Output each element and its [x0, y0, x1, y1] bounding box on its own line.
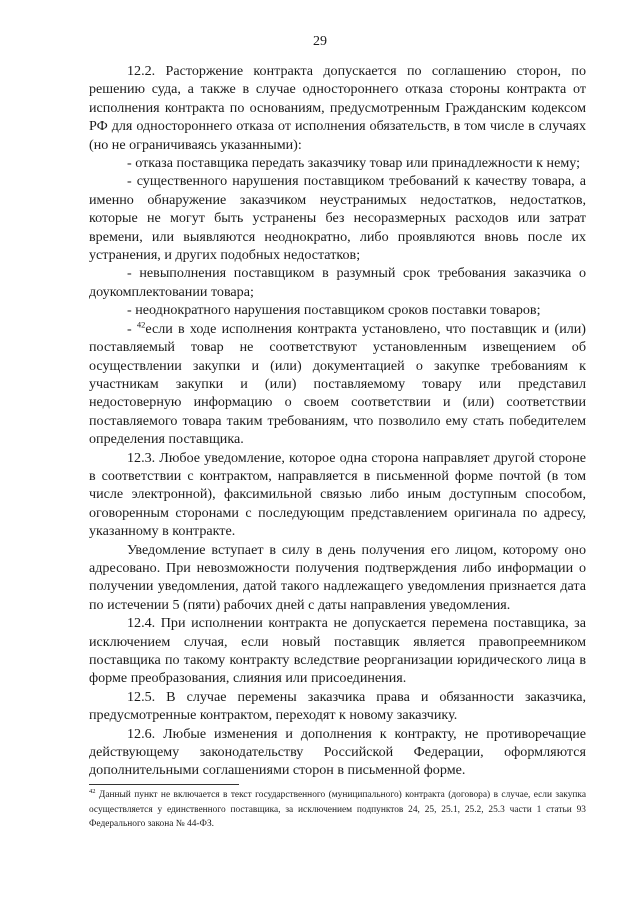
- footnote-text: Данный пункт не включается в текст государственного (муниципального) контракта (договора) в случае, если закупка осуществляется у единственного поставщика, за исключением подпунктов 24, 25, 25.1, 25.2, 25.3 части 1 статьи 93 Федерального закона № 44-ФЗ.: [89, 790, 586, 829]
- footnote-mark: 42: [89, 787, 96, 795]
- list-item-nonconformity-text: если в ходе исполнения контракта установлено, что поставщик и (или) поставляемый товар не соответствуют установленным извещением об осуществлении закупки и (или) документацией о закупке требованиям к участникам закупки и (или) поставляемому товару или представил недостоверную информацию о своем соответствии и (или) соответствии поставляемого товара таким требованиям, что позволило ему стать победителем определения поставщика.: [89, 320, 587, 448]
- list-item-refusal: - отказа поставщика передать заказчику товар или принадлежности к нему;: [127, 155, 581, 172]
- paragraph-12-6: 12.6. Любые изменения и дополнения к контракту, не противоречащие действующему законодательству Российской Федерации, оформляются дополнительными соглашениями сторон в письменной форме.: [89, 725, 586, 779]
- footnote-reference: 42: [136, 319, 146, 329]
- footnote: [89, 788, 586, 832]
- contract-text-body: [89, 62, 586, 780]
- paragraph-12-2: 12.2. Расторжение контракта допускается по соглашению сторон, по решению суда, а также в случае одностороннего отказа стороны контракта от исполнения контракта по основаниям, предусмотренным Гражданским кодексом РФ для одностороннего отказа от исполнения обязательств, в том числе в случаях (но не ограничиваясь указанными):: [89, 63, 586, 153]
- list-item-completion-failure: - невыполнения поставщиком в разумный срок требования заказчика о доукомплектовании товара;: [89, 265, 586, 300]
- paragraph-12-3-notice-effect: Уведомление вступает в силу в день получения его лицом, которому оно адресовано. При невозможности получения подтверждения либо информации о получении уведомления, датой такого надлежащего уведомления признается дата по истечении 5 (пяти) рабочих дней с даты направления уведомления.: [89, 541, 586, 613]
- footnote-divider: [89, 784, 239, 785]
- list-item-nonconformity: [89, 320, 586, 449]
- paragraph-12-4: 12.4. При исполнении контракта не допускается перемена поставщика, за исключением случая, если новый поставщик является правопреемником поставщика по такому контракту вследствие реорганизации юридического лица в форме преобразования, слияния или присоединения.: [89, 615, 586, 687]
- list-item-quality-breach: - существенного нарушения поставщиком требований к качеству товара, а именно обнаружение заказчиком неустранимых недостатков, недостатков, которые не могут быть устранены без несоразмерных расходов или затрат времени, или выявляются неоднократно, либо проявляются вновь после их устранения, и других подобных недостатков;: [89, 173, 586, 264]
- list-item-dash: -: [127, 320, 137, 337]
- paragraph-12-5: 12.5. В случае перемены заказчика права и обязанности заказчика, предусмотренные контрактом, переходят к новому заказчику.: [89, 688, 586, 724]
- paragraph-12-3: 12.3. Любое уведомление, которое одна сторона направляет другой стороне в соответствии с контрактом, направляется в письменной форме почтой (в том числе электронной), факсимильной связью либо иным доступным способом, оговоренным сторонами с последующим представлением оригинала по адресу, указанному в контракте.: [89, 449, 586, 540]
- page-number: 29: [313, 34, 327, 49]
- list-item-delivery-delays: - неоднократного нарушения поставщиком сроков поставки товаров;: [127, 302, 541, 319]
